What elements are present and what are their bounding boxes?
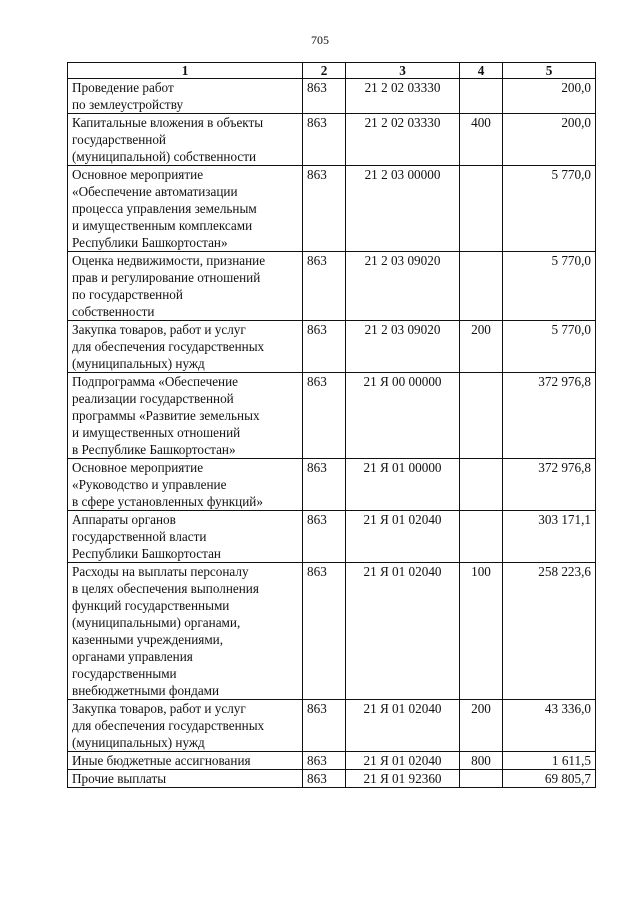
row-col2: 863: [303, 373, 346, 459]
row-col4: [460, 459, 503, 511]
row-col3: 21 Я 01 02040: [346, 511, 460, 563]
table-row: [68, 166, 596, 252]
row-col5: 43 336,0: [503, 700, 596, 752]
row-name: Основное мероприятие «Руководство и управление в сфере установленных функций»: [68, 459, 303, 511]
row-col4: 400: [460, 114, 503, 166]
row-col3: 21 2 03 09020: [346, 321, 460, 373]
header-col-5: 5: [503, 63, 596, 79]
row-name: Иные бюджетные ассигнования: [68, 752, 303, 770]
row-col2: 863: [303, 770, 346, 788]
row-col4: [460, 252, 503, 321]
row-col4: 200: [460, 700, 503, 752]
row-col3: 21 2 03 00000: [346, 166, 460, 252]
row-col3: 21 2 02 03330: [346, 114, 460, 166]
row-col5: 372 976,8: [503, 373, 596, 459]
header-col-4: 4: [460, 63, 503, 79]
row-name: Проведение работ по землеустройству: [68, 79, 303, 114]
row-col3: 21 Я 01 02040: [346, 700, 460, 752]
row-col5: 200,0: [503, 79, 596, 114]
row-col5: 303 171,1: [503, 511, 596, 563]
row-name: Закупка товаров, работ и услуг для обеспечения государственных (муниципальных) нужд: [68, 700, 303, 752]
header-col-1: 1: [68, 63, 303, 79]
row-name: Основное мероприятие «Обеспечение автоматизации процесса управления земельным и имущественным комплексами Республики Башкортостан»: [68, 166, 303, 252]
row-col3: 21 Я 01 02040: [346, 752, 460, 770]
page-number: 705: [311, 33, 329, 47]
row-col5: 5 770,0: [503, 321, 596, 373]
table-row: [68, 114, 596, 166]
row-col3: 21 Я 01 92360: [346, 770, 460, 788]
row-col3: 21 2 03 09020: [346, 252, 460, 321]
row-col3: 21 Я 01 02040: [346, 563, 460, 700]
budget-table: [67, 62, 596, 788]
row-col4: [460, 166, 503, 252]
row-col4: [460, 770, 503, 788]
row-col5: 200,0: [503, 114, 596, 166]
table-row: [68, 752, 596, 770]
row-name: Подпрограмма «Обеспечение реализации государственной программы «Развитие земельных и имущественных отношений в Республике Башкортостан»: [68, 373, 303, 459]
row-col2: 863: [303, 166, 346, 252]
table-row: [68, 252, 596, 321]
row-name: Расходы на выплаты персоналу в целях обеспечения выполнения функций государственными (муниципальными) органами, казенными учреждениями, органами управления государственными внебюджетными фондами: [68, 563, 303, 700]
row-col5: 372 976,8: [503, 459, 596, 511]
row-name: Аппараты органов государственной власти Республики Башкортостан: [68, 511, 303, 563]
row-col2: 863: [303, 252, 346, 321]
row-col3: 21 Я 00 00000: [346, 373, 460, 459]
row-col5: 5 770,0: [503, 166, 596, 252]
row-col2: 863: [303, 321, 346, 373]
table-row: [68, 770, 596, 788]
row-col4: 200: [460, 321, 503, 373]
row-col2: 863: [303, 114, 346, 166]
row-col5: 1 611,5: [503, 752, 596, 770]
header-col-2: 2: [303, 63, 346, 79]
row-col4: [460, 373, 503, 459]
row-name: Оценка недвижимости, признание прав и регулирование отношений по государственной собственности: [68, 252, 303, 321]
table-row: [68, 459, 596, 511]
table-row: [68, 79, 596, 114]
row-col2: 863: [303, 752, 346, 770]
row-name: Прочие выплаты: [68, 770, 303, 788]
row-col5: 69 805,7: [503, 770, 596, 788]
row-col4: 800: [460, 752, 503, 770]
row-col3: 21 Я 01 00000: [346, 459, 460, 511]
header-col-3: 3: [346, 63, 460, 79]
row-name: Закупка товаров, работ и услуг для обеспечения государственных (муниципальных) нужд: [68, 321, 303, 373]
table-row: [68, 373, 596, 459]
row-col2: 863: [303, 459, 346, 511]
row-name: Капитальные вложения в объекты государственной (муниципальной) собственности: [68, 114, 303, 166]
row-col5: 5 770,0: [503, 252, 596, 321]
row-col2: 863: [303, 700, 346, 752]
table-row: [68, 511, 596, 563]
table-row: [68, 563, 596, 700]
table-header-row: [68, 63, 596, 79]
row-col4: [460, 79, 503, 114]
table-row: [68, 700, 596, 752]
row-col2: 863: [303, 79, 346, 114]
table-row: [68, 321, 596, 373]
row-col3: 21 2 02 03330: [346, 79, 460, 114]
row-col4: 100: [460, 563, 503, 700]
row-col2: 863: [303, 563, 346, 700]
row-col4: [460, 511, 503, 563]
row-col5: 258 223,6: [503, 563, 596, 700]
row-col2: 863: [303, 511, 346, 563]
